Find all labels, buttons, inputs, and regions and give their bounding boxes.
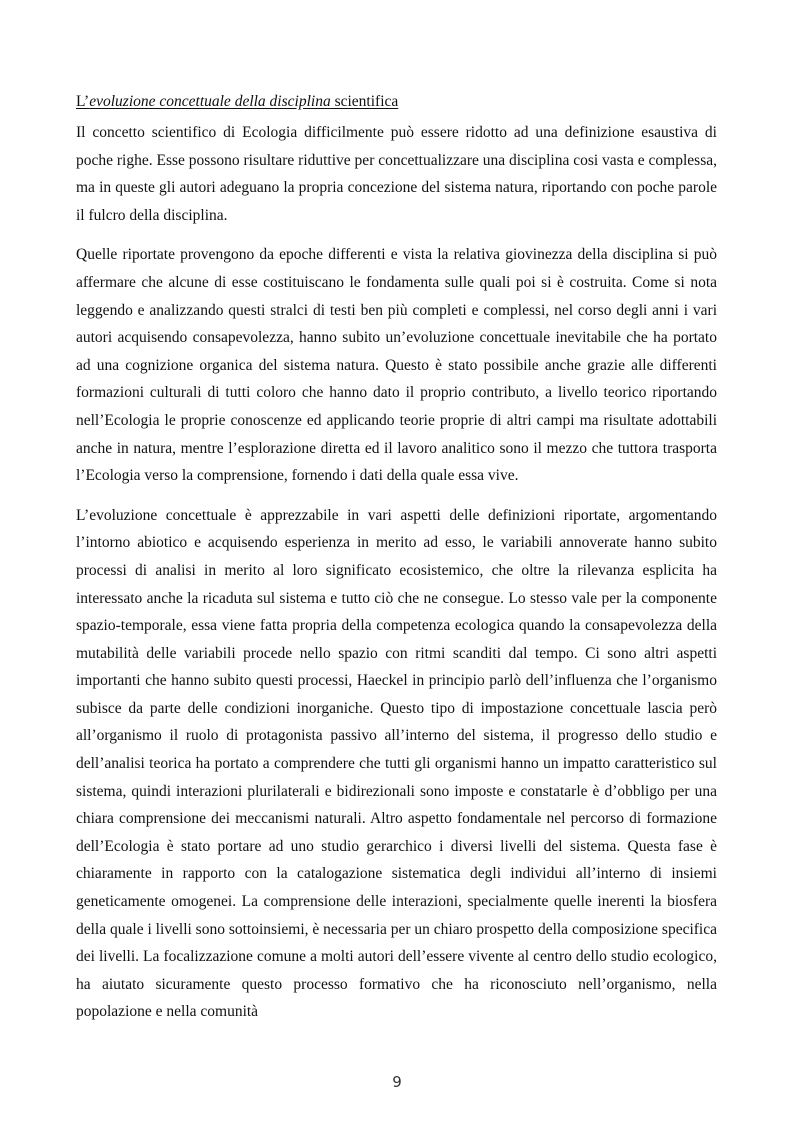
heading-prefix: L’ [76, 93, 90, 110]
document-page [76, 92, 717, 1038]
heading-italic: evoluzione concettuale della disciplina [89, 93, 331, 110]
page-number: 9 [392, 1073, 402, 1091]
paragraph-2: Quelle riportate provengono da epoche differenti e vista la relativa giovinezza della disciplina si può affermare che alcune di esse costituiscano le fondamenta sulle quali poi si è costruita. Come si nota leggendo e analizzando questi stralci di testi ben più completi e complessi, nel corso degli anni i vari autori acquisendo consapevolezza, hanno subito un’evoluzione concettuale inevitabile che ha portato ad una cognizione organica del sistema natura. Questo è stato possibile anche grazie alle differenti formazioni culturali di tutti coloro che hanno dato il proprio contributo, a livello teorico riportando nell’Ecologia le proprie conoscenze ed applicando teorie proprie di altri campi ma risultate adottabili anche in natura, mentre l’esplorazione diretta ed il lavoro analitico sono il mezzo che tuttora trasporta l’Ecologia verso la comprensione, fornendo i dati della quale essa vive. [76, 246, 717, 485]
paragraph-3: L’evoluzione concettuale è apprezzabile in vari aspetti delle definizioni riportate, argomentando l’intorno abiotico e acquisendo esperienza in merito ad esso, le variabili annoverate hanno subito processi di analisi in merito al loro significato ecosistemico, che oltre la rilevanza esplicita ha interessato anche la ricaduta sul sistema e tutto ciò che ne consegue. Lo stesso vale per la componente spazio-temporale, essa viene fatta propria della competenza ecologica quando la consapevolezza della mutabilità delle variabili procede nello spazio con ritmi scanditi dal tempo. Ci sono altri aspetti importanti che hanno subito questi processi, Haeckel in principio parlò dell’influenza che l’organismo subisce da parte delle condizioni inorganiche. Questo tipo di impostazione concettuale lascia però all’organismo il ruolo di protagonista passivo all’interno del sistema, il progresso dello studio e dell’analisi teorica ha portato a comprendere che tutti gli organismi hanno un impatto caratteristico sul sistema, quindi interazioni plurilaterali e bidirezionali sono imposte e constatarle è d’obbligo per una chiara comprensione dei meccanismi naturali. Altro aspetto fondamentale nel percorso di formazione dell’Ecologia è stato portare ad uno studio gerarchico i diversi livelli del sistema. Questa fase è chiaramente in rapporto con la catalogazione sistematica degli individui all’interno di insiemi geneticamente omogenei. La comprensione delle interazioni, specialmente quelle inerenti la biosfera della quale i livelli sono sottoinsiemi, è necessaria per un chiaro prospetto della composizione specifica dei livelli. La focalizzazione comune a molti autori dell’essere vivente al centro dello studio ecologico, ha aiutato sicuramente questo processo formativo che ha riconosciuto nell’organismo, nella popolazione e nella comunità [76, 506, 717, 1021]
heading-suffix: scientifica [330, 93, 399, 110]
section-heading [76, 92, 717, 112]
paragraph-1: Il concetto scientifico di Ecologia difficilmente può essere ridotto ad una definizione esaustiva di poche righe. Esse possono risultare riduttive per concettualizzare una disciplina cosi vasta e complessa, ma in queste gli autori adeguano la propria concezione del sistema natura, riportando con poche parole il fulcro della disciplina. [76, 124, 717, 224]
